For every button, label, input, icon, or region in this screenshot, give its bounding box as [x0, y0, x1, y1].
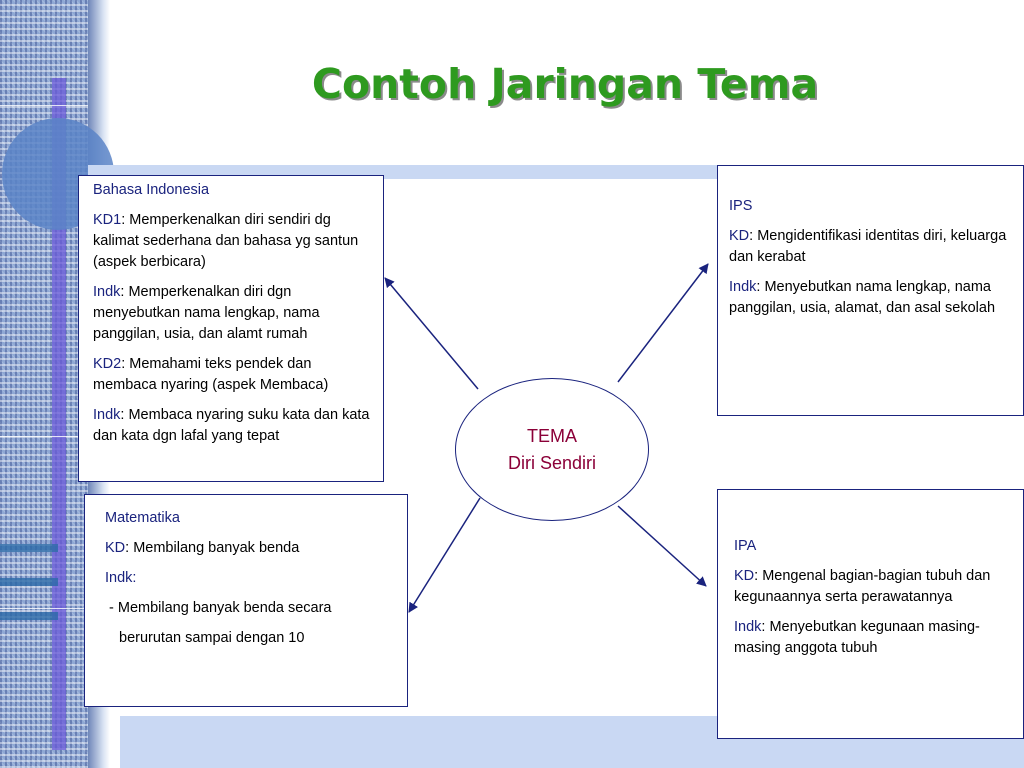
- ips-kd-label: KD: [729, 228, 750, 244]
- ipa-kd-text: : Mengenal bagian-bagian tubuh dan kegunaannya serta perawatannya: [734, 568, 991, 605]
- matematika-heading: Matematika: [105, 510, 180, 526]
- ips-indk-label: Indk: [729, 279, 757, 295]
- ipa-heading: IPA: [734, 538, 757, 554]
- ips-indk-text: : Menyebutkan nama lengkap, nama panggilan, usia, alamat, dan asal sekolah: [729, 279, 996, 316]
- matematika-box: [84, 494, 408, 707]
- ipa-indk-label: Indk: [734, 619, 762, 635]
- arrow-to-ips: [618, 264, 708, 382]
- kd1-text: : Memperkenalkan diri sendiri dg kalimat sederhana dan bahasa yg santun (aspek berbicara): [93, 212, 359, 270]
- ips-heading: IPS: [729, 198, 753, 214]
- center-label-tema: TEMA: [526, 425, 577, 446]
- ips-kd-text: : Mengidentifikasi identitas diri, keluarga dan kerabat: [729, 228, 1007, 265]
- matematika-indk-label: Indk:: [105, 570, 137, 586]
- arrow-to-ipa: [618, 506, 706, 586]
- ipa-kd-label: KD: [734, 568, 755, 584]
- central-theme-ellipse: [455, 378, 649, 521]
- kd2-label: KD2: [93, 356, 122, 372]
- slide-title: Contoh Jaringan Tema: [311, 60, 819, 108]
- ipa-indk-text: : Menyebutkan kegunaan masing-masing anggota tubuh: [734, 619, 980, 656]
- indk1-text: : Memperkenalkan diri dgn menyebutkan nama lengkap, nama panggilan, usia, dan alamt rumah: [93, 284, 320, 342]
- indk2-text: : Membaca nyaring suku kata dan kata dan kata dgn lafal yang tepat: [93, 407, 370, 444]
- kd2-text: : Memahami teks pendek dan membaca nyaring (aspek Membaca): [93, 356, 329, 393]
- center-label-theme-name: Diri Sendiri: [507, 452, 597, 473]
- ipa-box: [717, 489, 1024, 739]
- matematika-kd-label: KD: [105, 540, 126, 556]
- arrow-to-matematika: [409, 498, 480, 612]
- matematika-item-line2: berurutan sampai dengan 10: [119, 630, 305, 646]
- arrow-to-bahasa: [385, 278, 478, 389]
- bahasa-heading: Bahasa Indonesia: [93, 182, 210, 198]
- matematika-kd-text: : Membilang banyak benda: [125, 540, 300, 556]
- ips-box: [717, 165, 1024, 416]
- indk2-label: Indk: [93, 407, 121, 423]
- bahasa-indonesia-box: [78, 175, 384, 482]
- indk1-label: Indk: [93, 284, 121, 300]
- kd1-label: KD1: [93, 212, 122, 228]
- matematika-item-line1: - Membilang banyak benda secara: [105, 600, 332, 616]
